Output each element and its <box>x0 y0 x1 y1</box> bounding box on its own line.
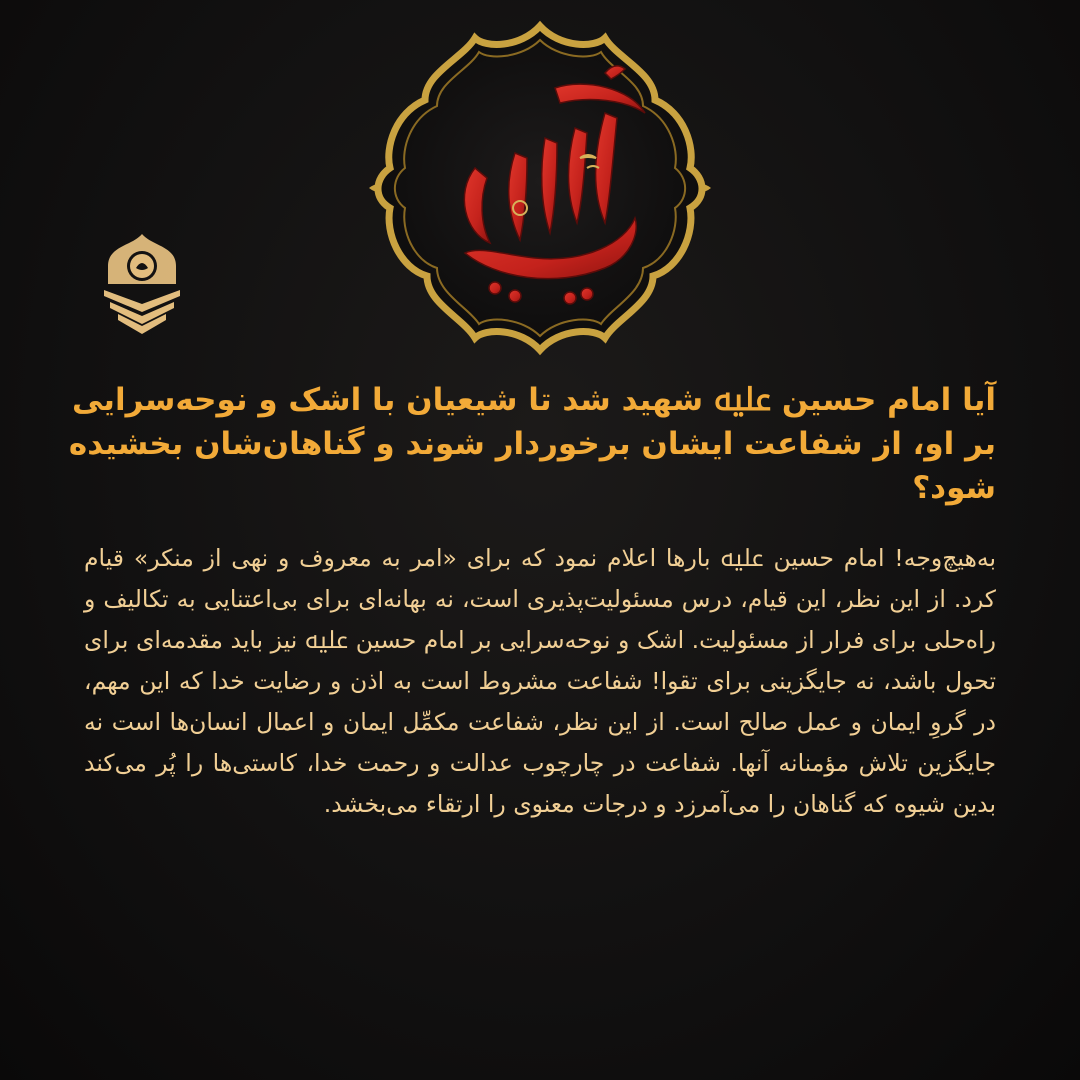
medallion-frame <box>378 26 702 350</box>
question-headline: آیا امام حسین ﷷ شهید شد تا شیعیان با اشک و نوحه‌سرایی بر او، از شفاعت ایشان برخوردار شوند و گناهان‌شان بخشیده شود؟ <box>68 382 996 506</box>
labbayk-ya-hussain-emblem <box>355 18 725 358</box>
institution-logo <box>96 232 188 362</box>
logo-mark <box>96 232 188 362</box>
answer-paragraph: به‌هیچ‌وجه! امام حسین ﷷ بارها اعلام نمود که برای «امر به معروف و نهی از منکر» قیام کرد. از این نظر، این قیام، درس مسئولیت‌پذیری است، نه بهانه‌ای برای بی‌اعتنایی به تکالیف و راه‌حلی برای فرار از مسئولیت. اشک و نوحه‌سرایی بر امام حسین ﷷ نیز باید مقدمه‌ای برای تحول باشد، نه جایگزینی برای تقوا! شفاعت مشروط است به اذن و رضایت خدا که این مهم، در گروِ ایمان و عمل صالح است. از این نظر، شفاعت مکمِّل ایمان و اعمال انسان‌ها است نه جایگزین تلاش مؤمنانه آنها. شفاعت در چارچوب عدالت و رحمت خدا، کاستی‌ها را پُر می‌کند بدین شیوه که گناهان را می‌آمرزد و درجات معنوی را ارتقاء می‌بخشد. <box>84 544 996 818</box>
emblem-artwork <box>355 18 725 358</box>
